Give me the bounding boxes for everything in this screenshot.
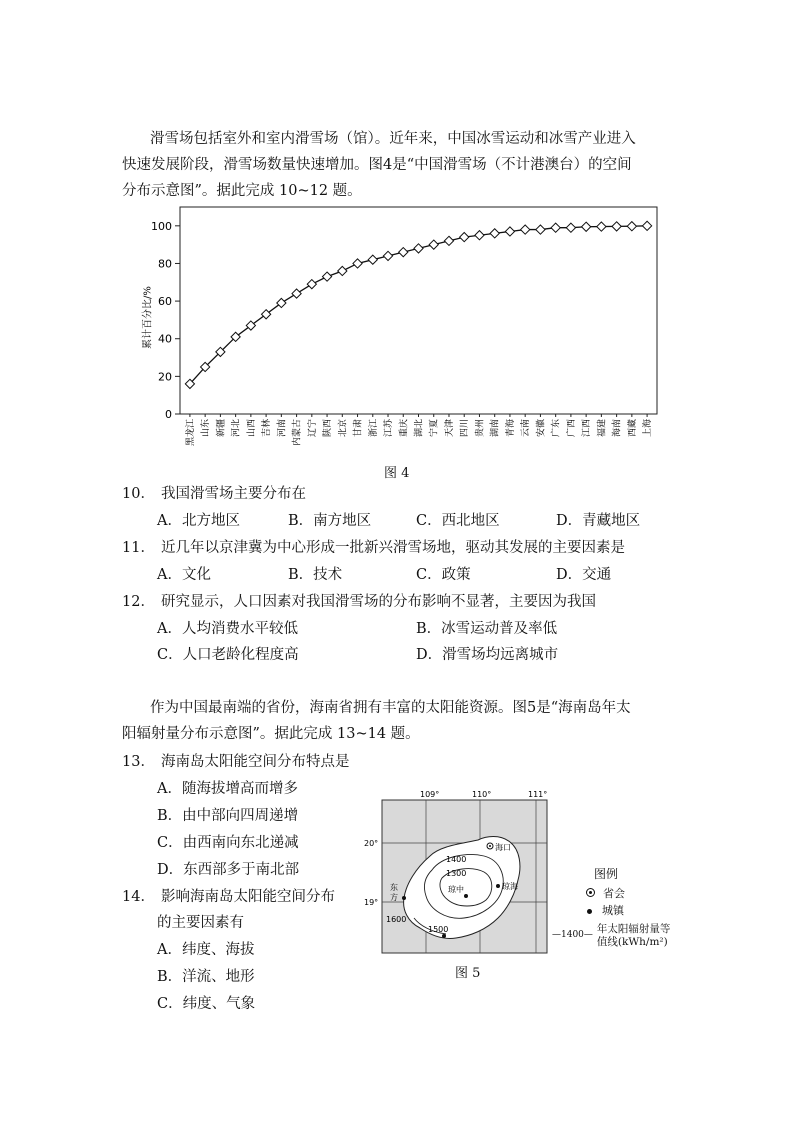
data-point-diamond (551, 223, 560, 232)
dongfang-town-icon (402, 896, 406, 900)
dongfang-label-1: 东 (390, 883, 398, 892)
y-tick-label: 0 (165, 408, 172, 421)
x-tick-label: 贵州 (475, 419, 486, 438)
q12-option-b[interactable]: B．冰雪运动普及率低 (416, 621, 558, 637)
data-point-diamond (322, 272, 331, 281)
y-tick-label: 20 (158, 370, 172, 384)
y-tick-label: 40 (158, 332, 172, 346)
qionghai-label: 琼海 (502, 882, 518, 891)
data-point-diamond (536, 225, 545, 234)
data-point-diamond (642, 221, 651, 230)
figure-4-caption: 图 4 (384, 466, 410, 481)
map-legend (552, 866, 692, 949)
lon-111-label: 111° (528, 790, 548, 799)
q11-option-a[interactable]: A．文化 (157, 567, 211, 583)
data-point-diamond (246, 321, 255, 330)
capital-icon (586, 888, 595, 897)
q14-option-c[interactable]: C．纬度、气象 (157, 996, 256, 1012)
x-tick-label: 宁夏 (429, 419, 440, 438)
data-point-diamond (429, 240, 438, 249)
data-point-diamond (505, 227, 514, 236)
x-tick-label: 河北 (231, 419, 242, 438)
q12-option-c[interactable]: C．人口老龄化程度高 (157, 647, 299, 663)
x-tick-label: 四川 (460, 419, 471, 438)
q13-option-d[interactable]: D．东西部多于南北部 (157, 862, 300, 878)
legend-isoline: —1400— 年太阳辐射量等 值线(kWh/m²) (552, 923, 671, 948)
x-tick-label: 天津 (444, 419, 455, 438)
x-tick-label: 云南 (521, 419, 532, 438)
lat-20-label: 20° (364, 839, 379, 848)
q10-option-c[interactable]: C．西北地区 (416, 513, 500, 529)
data-point-diamond (262, 310, 271, 319)
data-point-diamond (444, 236, 453, 245)
x-tick-label: 湖南 (490, 419, 501, 438)
x-tick-label: 湖北 (414, 419, 425, 438)
q13-option-c[interactable]: C．由西南向东北递减 (157, 835, 299, 851)
q11-option-d[interactable]: D．交通 (556, 567, 612, 583)
y-tick-label: 80 (158, 257, 172, 271)
figure-5-caption: 图 5 (455, 966, 481, 981)
x-tick-label: 河南 (277, 419, 288, 438)
x-tick-label: 北京 (338, 419, 349, 438)
data-point-diamond (521, 225, 530, 234)
data-point-diamond (353, 259, 362, 268)
x-tick-label: 广东 (551, 419, 562, 438)
x-tick-label: 安徽 (536, 419, 547, 438)
iso-1400-label: 1400 (446, 855, 467, 864)
lon-109-label: 109° (420, 790, 440, 799)
x-tick-label: 黑龙江 (185, 419, 196, 447)
data-point-diamond (277, 298, 286, 307)
data-point-diamond (490, 229, 499, 238)
chart-figure-4 (140, 200, 670, 460)
qiongzhong-town-icon (464, 894, 468, 898)
x-tick-label: 山西 (246, 419, 257, 438)
iso-1600-label: 1600 (386, 915, 407, 924)
x-tick-label: 江苏 (384, 419, 395, 438)
qionghai-town-icon (496, 884, 500, 888)
x-tick-label: 青海 (505, 419, 516, 438)
iso-1500-label: 1500 (428, 925, 449, 934)
data-point-diamond (307, 280, 316, 289)
x-tick-label: 海南 (612, 419, 623, 438)
data-point-diamond (368, 255, 377, 264)
dongfang-label-2: 方 (390, 893, 398, 902)
x-tick-label: 福建 (597, 419, 608, 438)
question-10: 10． 我国滑雪场主要分布在 (122, 486, 306, 502)
q14-option-b[interactable]: B．洋流、地形 (157, 969, 255, 985)
data-point-diamond (460, 233, 469, 242)
data-point-diamond (566, 223, 575, 232)
qiongzhong-label: 琼中 (448, 885, 464, 894)
intro-paragraph-1: 滑雪场包括室外和室内滑雪场（馆）。近年来，中国冰雪运动和冰雪产业进入 快速发展阶段，滑雪场数量快速增加。图4是“中国滑雪场（不计港澳台）的空间 分布示意图”。据此完成 10~12 题。 (122, 131, 636, 199)
q11-option-b[interactable]: B．技术 (288, 567, 343, 583)
y-tick-label: 60 (158, 295, 172, 309)
x-tick-label: 内蒙古 (292, 419, 303, 447)
data-point-diamond (399, 248, 408, 257)
data-point-diamond (612, 222, 621, 231)
q12-option-a[interactable]: A．人均消费水平较低 (157, 621, 298, 637)
data-point-diamond (582, 222, 591, 231)
x-tick-label: 辽宁 (307, 419, 318, 438)
y-tick-label: 100 (151, 219, 172, 233)
data-point-diamond (475, 231, 484, 240)
legend-town: 城镇 (587, 902, 692, 919)
question-13: 13． 海南岛太阳能空间分布特点是 (122, 754, 350, 770)
iso-1300-label: 1300 (446, 869, 467, 878)
legend-capital: 省会 (586, 885, 692, 902)
q12-option-d[interactable]: D．滑雪场均远离城市 (416, 647, 559, 663)
lat-19-label: 19° (364, 898, 379, 907)
sanya-town-icon (442, 934, 446, 938)
question-14: 14． 影响海南岛太阳能空间分布 (122, 889, 335, 905)
x-tick-label: 浙江 (368, 419, 379, 438)
town-icon (587, 909, 592, 914)
chart-ylabel: 累计百分比/% (142, 286, 154, 349)
x-tick-label: 广西 (566, 419, 577, 438)
legend-title: 图例 (594, 867, 619, 881)
x-tick-label: 甘肃 (353, 419, 364, 438)
hainan-map-figure-5 (360, 786, 560, 958)
data-point-diamond (597, 222, 606, 231)
x-tick-label: 山东 (201, 419, 212, 438)
x-tick-label: 吉林 (262, 419, 273, 438)
isoline-sample-icon: —1400— (552, 930, 593, 940)
q13-option-a[interactable]: A．随海拔增高而增多 (157, 781, 298, 797)
q13-option-b[interactable]: B．由中部向四周递增 (157, 808, 299, 824)
x-tick-label: 西藏 (627, 419, 638, 438)
haikou-label: 海口 (495, 843, 511, 852)
chart-plot-frame (180, 207, 657, 414)
x-tick-label: 重庆 (399, 419, 410, 438)
q10-option-d[interactable]: D．青藏地区 (556, 513, 641, 529)
question-11: 11． 近几年以京津冀为中心形成一批新兴滑雪场地，驱动其发展的主要因素是 (122, 540, 625, 556)
data-point-diamond (338, 266, 347, 275)
x-tick-label: 江西 (582, 419, 593, 438)
q10-option-a[interactable]: A．北方地区 (157, 513, 240, 529)
q14-option-a[interactable]: A．纬度、海拔 (157, 942, 255, 958)
x-tick-label: 新疆 (216, 419, 227, 438)
question-14-stem-cont: 的主要因素有 (157, 915, 244, 931)
intro-paragraph-2: 作为中国最南端的省份，海南省拥有丰富的太阳能资源。图5是“海南岛年太 阳辐射量分布示意图”。据此完成 13~14 题。 (122, 700, 631, 742)
data-point-diamond (292, 289, 301, 298)
data-point-diamond (627, 222, 636, 231)
q10-option-b[interactable]: B．南方地区 (288, 513, 372, 529)
q11-option-c[interactable]: C．政策 (416, 567, 471, 583)
data-point-diamond (414, 244, 423, 253)
data-point-diamond (383, 251, 392, 260)
lon-110-label: 110° (472, 790, 492, 799)
x-tick-label: 陕西 (323, 419, 334, 438)
question-12: 12． 研究显示，人口因素对我国滑雪场的分布影响不显著，主要因为我国 (122, 594, 596, 610)
x-tick-label: 上海 (643, 419, 654, 438)
